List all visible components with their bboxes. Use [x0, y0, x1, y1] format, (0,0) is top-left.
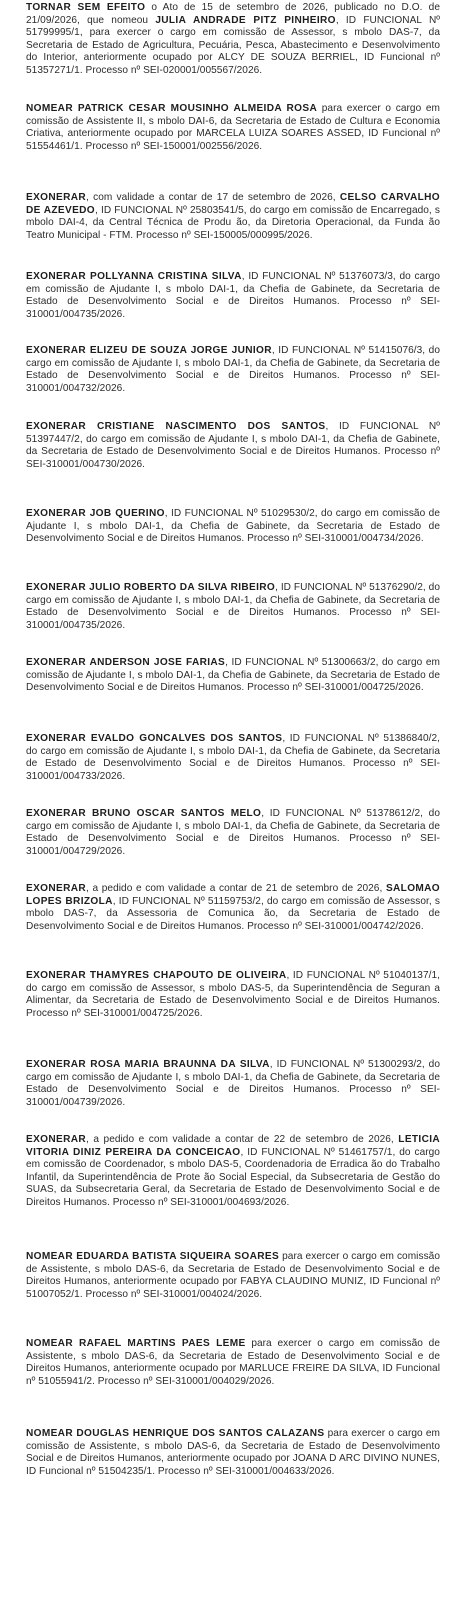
act-lead: EXONERAR — [26, 1134, 87, 1145]
act-lead: EXONERAR THAMYRES CHAPOUTO DE OLIVEIRA — [26, 970, 287, 981]
act-text: para exercer o cargo em comissão de Assistente II, s mbolo DAI-6, da Secretaria de Estado de Cultura e Economia Criativa, anteriormente ocupado por MARCELA LUIZA SOARES ASSED, ID Funcional nº 51554461/1. Processo nº SEI-150001/002556/2026. — [26, 103, 440, 152]
act-paragraph — [26, 1251, 440, 1301]
act-text-continued: , ID FUNCIONAL Nº 51799995/1, para exercer o cargo em comissão de Assessor, s mbolo DAS-7, da Secretaria de Estado de Agricultura, Pecuária, Pesca, Abastecimento e Desenvolvimento do Interior, anteriormente ocupado por ALCY DE SOUZA BERRIEL, ID Funcional nº 51357271/1. Processo nº SEI-020001/005567/2026. — [26, 14, 441, 76]
act-paragraph — [26, 1059, 440, 1109]
act-lead: TORNAR SEM EFEITO — [26, 2, 146, 13]
act-paragraph — [26, 2, 440, 77]
act-lead: EXONERAR ELIZEU DE SOUZA JORGE JUNIOR — [26, 345, 272, 356]
act-text: , com validade a contar de 17 de setembro de 2026, — [86, 192, 340, 203]
act-text-continued: , ID FUNCIONAL Nº 25803541/5, do cargo em comissão de Encarregado, s mbolo DAI-4, da Central Técnica de Produ ão, da Diretoria Operacional, da Funda ão Teatro Municipal - FTM. Processo nº SEI-150005/000995/2026. — [26, 204, 440, 241]
act-text: , ID FUNCIONAL Nº 51378612/2, do cargo em comissão de Ajudante I, s mbolo DAI-1, da Chefia de Gabinete, da Secretaria de Estado de Desenvolvimento Social e de Direitos Humanos. Processo nº SEI-310001/004729/2026. — [26, 808, 440, 857]
act-paragraph — [26, 1134, 440, 1209]
act-lead: EXONERAR ANDERSON JOSE FARIAS — [26, 657, 226, 668]
act-text: , ID FUNCIONAL Nº 51415076/3, do cargo em comissão de Ajudante I, s mbolo DAI-1, da Chefia de Gabinete, da Secretaria de Estado de Desenvolvimento Social e de Direitos Humanos. Processo nº SEI-310001/004732/2026. — [26, 345, 440, 394]
act-text: , ID FUNCIONAL Nº 51376073/3, do cargo em comissão de Ajudante I, s mbolo DAI-1, da Chefia de Gabinete, da Secretaria de Estado de Desenvolvimento Social e de Direitos Humanos. Processo nº SEI-310001/004735/2026. — [26, 271, 440, 320]
act-text: , ID FUNCIONAL Nº 51029530/2, do cargo em comissão de Ajudante I, s mbolo DAI-1, da Chefia de Gabinete, da Secretaria de Estado de Desenvolvimento Social e de Direitos Humanos. Processo nº SEI-310001/004734/2026. — [26, 508, 440, 545]
act-text-continued: , ID FUNCIONAL Nº 51159753/2, do cargo em comissão de Assessor, s mbolo DAS-7, da Assessoria de Comunica ão, da Secretaria de Estado de Desenvolvimento Social e de Direitos Humanos. Processo nº SEI-310001/004742/2026. — [26, 895, 440, 932]
act-lead: EXONERAR POLLYANNA CRISTINA SILVA — [26, 271, 242, 282]
act-lead: NOMEAR RAFAEL MARTINS PAES LEME — [26, 1338, 246, 1349]
act-text: , ID FUNCIONAL Nº 51386840/2, do cargo em comissão de Ajudante I, s mbolo DAI-1, da Chefia de Gabinete, da Secretaria de Estado de Desenvolvimento Social e de Direitos Humanos. Processo nº SEI-310001/004733/2026. — [26, 733, 440, 782]
act-person-name: CELSO CARVALHO DE AZEVEDO — [26, 192, 440, 216]
act-paragraph — [26, 970, 440, 1020]
act-lead: EXONERAR — [26, 192, 87, 203]
act-text: , ID FUNCIONAL Nº 51300293/2, do cargo em comissão de Ajudante I, s mbolo DAI-1, da Chefia de Gabinete, da Secretaria de Estado de Desenvolvimento Social e de Direitos Humanos. Processo nº SEI-310001/004739/2026. — [26, 1059, 440, 1108]
act-lead: EXONERAR BRUNO OSCAR SANTOS MELO — [26, 808, 262, 819]
act-text: , a pedido e com validade a contar de 21 de setembro de 2026, — [86, 883, 386, 894]
act-paragraph — [26, 657, 440, 695]
act-lead: EXONERAR EVALDO GONCALVES DOS SANTOS — [26, 733, 283, 744]
act-paragraph — [26, 808, 440, 858]
act-lead: EXONERAR JOB QUERINO — [26, 508, 165, 519]
act-text: , ID FUNCIONAL Nº 51040137/1, do cargo em comissão de Assessor, s mbolo DAS-5, da Superintendência de Seguran a Alimentar, da Secretaria de Estado de Desenvolvimento Social e de Direitos Humanos. Processo nº SEI-310001/004725/2026. — [26, 970, 440, 1019]
act-lead: EXONERAR ROSA MARIA BRAUNNA DA SILVA — [26, 1059, 270, 1070]
act-text: , a pedido e com validade a contar de 22 de setembro de 2026, — [86, 1134, 399, 1145]
act-text: , ID FUNCIONAL Nº 51376290/2, do cargo em comissão de Ajudante I, s mbolo DAI-1, da Chefia de Gabinete, da Secretaria de Estado de Desenvolvimento Social e de Direitos Humanos. Processo nº SEI-310001/004735/2026. — [26, 582, 440, 631]
act-paragraph — [26, 733, 440, 783]
act-lead: EXONERAR JULIO ROBERTO DA SILVA RIBEIRO — [26, 582, 276, 593]
act-paragraph — [26, 1338, 440, 1388]
act-lead: NOMEAR EDUARDA BATISTA SIQUEIRA SOARES — [26, 1251, 280, 1262]
act-lead: EXONERAR CRISTIANE NASCIMENTO DOS SANTOS — [26, 421, 326, 432]
act-text: o Ato de 15 de setembro de 2026, publicado no D.O. de 21/09/2026, que nomeou — [26, 2, 440, 26]
act-paragraph — [26, 271, 440, 321]
act-paragraph — [26, 103, 440, 153]
act-text-continued: , ID FUNCIONAL Nº 51461757/1, do cargo em comissão de Coordenador, s mbolo DAS-5, Coordenadoria de Erradica ão do Trabalho Infantil, da Superintendência de Prote ão Social Especial, da Subsecretaria de Gestão do SUAS, da Subsecretaria Geral, da Secretaria de Estado de Desenvolvimento Social e de Direitos Humanos. Processo nº SEI-310001/004693/2026. — [26, 1146, 440, 1208]
act-paragraph — [26, 1428, 440, 1478]
act-lead: EXONERAR — [26, 883, 87, 894]
act-person-name: SALOMAO LOPES BRIZOLA — [26, 883, 440, 907]
act-lead: NOMEAR DOUGLAS HENRIQUE DOS SANTOS CALAZANS — [26, 1428, 325, 1439]
act-paragraph — [26, 421, 440, 471]
act-paragraph — [26, 192, 440, 242]
act-person-name: LETICIA VITORIA DINIZ PEREIRA DA CONCEICAO — [26, 1134, 440, 1158]
act-text: , ID FUNCIONAL Nº 51300663/2, do cargo em comissão de Ajudante I, s mbolo DAI-1, da Chefia de Gabinete, da Secretaria de Estado de Desenvolvimento Social e de Direitos Humanos. Processo nº SEI-310001/004725/2026. — [26, 657, 440, 694]
act-paragraph — [26, 345, 440, 395]
act-paragraph — [26, 883, 440, 933]
act-text: para exercer o cargo em comissão de Assistente, s mbolo DAS-6, da Secretaria de Estado de Desenvolvimento Social e de Direitos Humanos, anteriormente ocupado por MARLUCE FREIRE DA SILVA, ID Funcional nº 51055941/2. Processo nº SEI-310001/004029/2026. — [26, 1338, 440, 1387]
act-text: para exercer o cargo em comissão de Assistente, s mbolo DAS-6, da Secretaria de Estado de Desenvolvimento Social e de Direitos Humanos, anteriormente ocupado por FABYA CLAUDINO MUNIZ, ID Funcional nº 51007052/1. Processo nº SEI-310001/004024/2026. — [26, 1251, 440, 1300]
act-text: para exercer o cargo em comissão de Assistente, s mbolo DAS-6, da Secretaria de Estado de Desenvolvimento Social e de Direitos Humanos, anteriormente ocupado por JOANA D ARC DIVINO NUNES, ID Funcional nº 51504235/1. Processo nº SEI-310001/004633/2026. — [26, 1428, 440, 1477]
act-paragraph — [26, 582, 440, 632]
act-lead: NOMEAR PATRICK CESAR MOUSINHO ALMEIDA ROSA — [26, 103, 318, 114]
act-person-name: JULIA ANDRADE PITZ PINHEIRO — [155, 14, 336, 26]
act-text: , ID FUNCIONAL Nº 51397447/2, do cargo em comissão de Ajudante I, s mbolo DAI-1, da Chefia de Gabinete, da Secretaria de Estado de Desenvolvimento Social e de Direitos Humanos. Processo nº SEI-310001/004730/2026. — [26, 421, 440, 470]
act-paragraph — [26, 508, 440, 546]
